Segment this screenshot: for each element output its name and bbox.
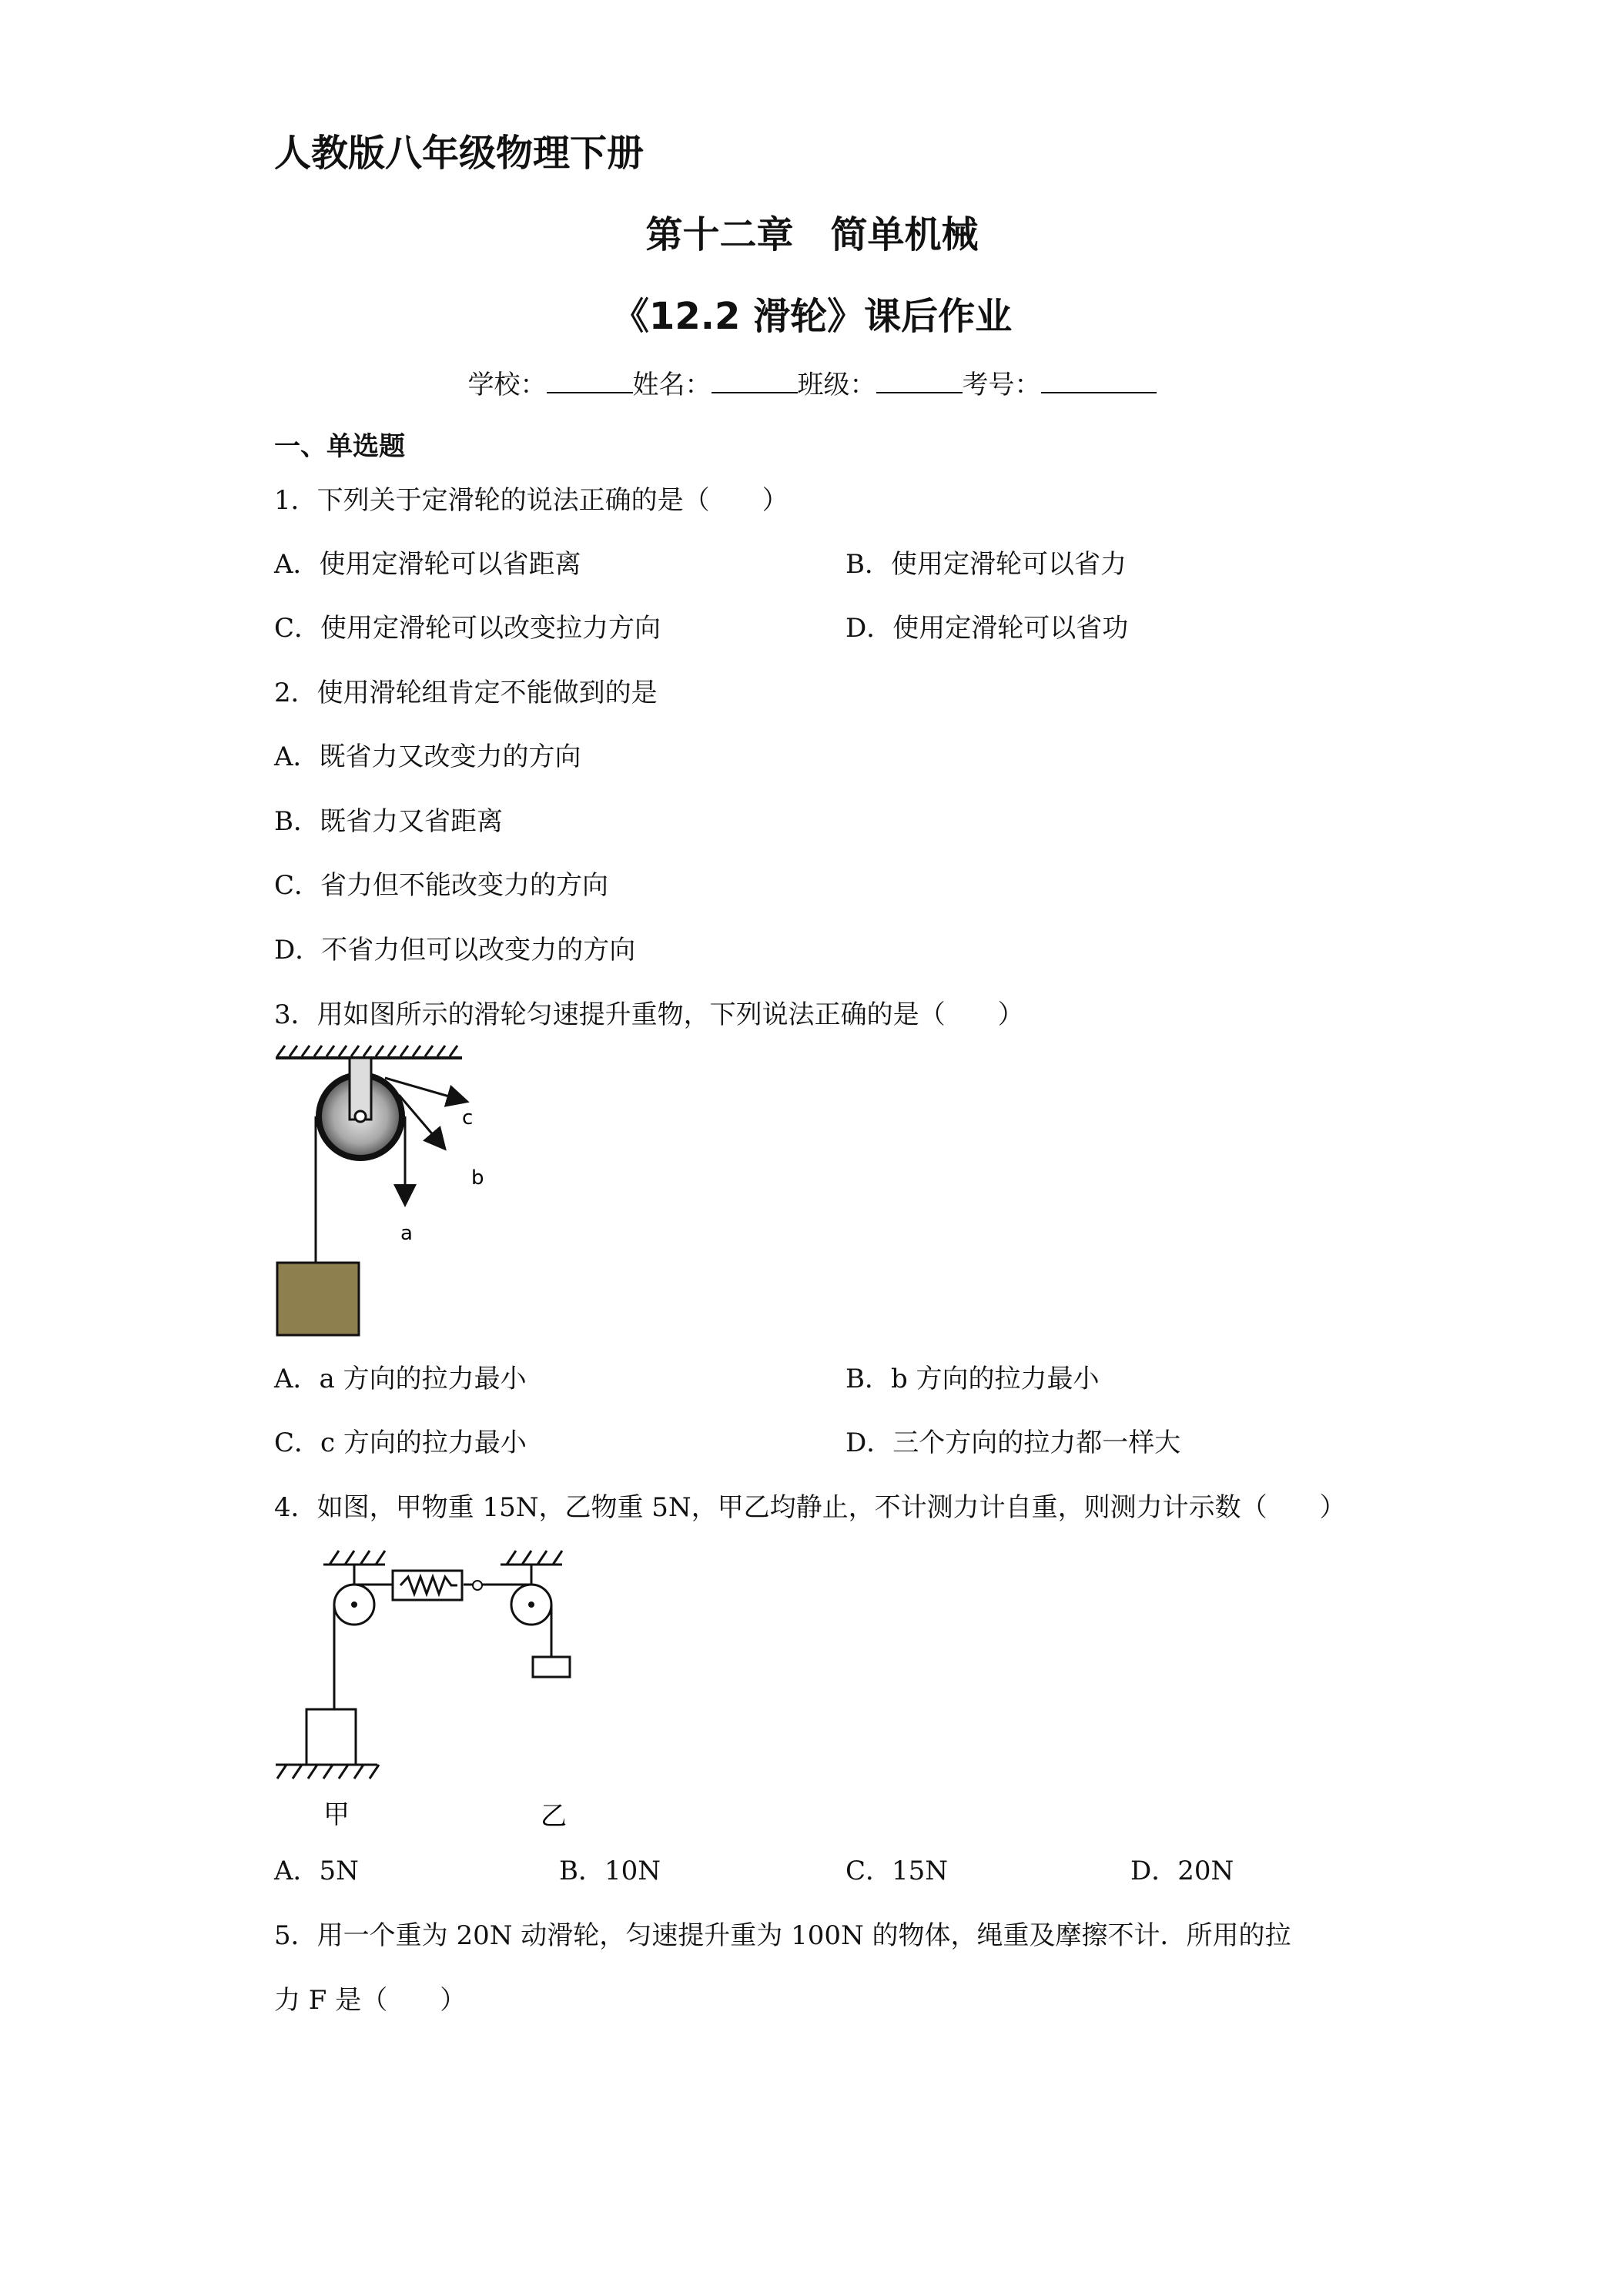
- question-1-option-d[interactable]: D．使用定滑轮可以省功: [845, 613, 1129, 644]
- question-4-option-a[interactable]: A．5N: [274, 1856, 359, 1886]
- question-5-stem-line-1: 5．用一个重为 20N 动滑轮，匀速提升重为 100N 的物体，绳重及摩擦不计．所用的拉: [274, 1920, 1291, 1951]
- name-blank[interactable]: [712, 369, 798, 393]
- question-5-stem-line-2: 力 F 是（ ）: [274, 1985, 467, 2016]
- label-jia: 甲: [323, 1799, 350, 1830]
- lesson-title: 《12.2 滑轮》课后作业: [611, 295, 1013, 338]
- question-1-option-b[interactable]: B．使用定滑轮可以省力: [845, 549, 1127, 580]
- question-1-option-a[interactable]: A．使用定滑轮可以省距离: [274, 549, 581, 580]
- question-4-option-d[interactable]: D．20N: [1130, 1856, 1234, 1886]
- question-2-option-a[interactable]: A．既省力又改变力的方向: [274, 741, 581, 772]
- load-block: [277, 1263, 359, 1335]
- section-title: 一、单选题: [274, 431, 405, 462]
- label-b: b: [471, 1166, 484, 1190]
- question-3-option-d[interactable]: D．三个方向的拉力都一样大: [845, 1427, 1181, 1458]
- question-2-stem: 2．使用滑轮组肯定不能做到的是: [274, 678, 658, 708]
- question-1-option-c[interactable]: C．使用定滑轮可以改变拉力方向: [274, 613, 661, 644]
- fixed-pulley-figure: [270, 1038, 484, 1338]
- label-yi: 乙: [541, 1801, 567, 1832]
- label-c: c: [462, 1106, 474, 1130]
- question-4-option-b[interactable]: B．10N: [559, 1856, 661, 1886]
- exam-number-label: 考号：: [962, 370, 1041, 400]
- chapter-title: 第十二章 简单机械: [645, 213, 979, 256]
- exam-number-blank[interactable]: [1041, 369, 1157, 393]
- question-3-option-a[interactable]: A．a 方向的拉力最小: [274, 1364, 527, 1394]
- question-2-option-c[interactable]: C．省力但不能改变力的方向: [274, 870, 609, 901]
- question-4-option-c[interactable]: C．15N: [845, 1856, 949, 1886]
- school-label: 学校：: [467, 370, 547, 400]
- question-3-option-b[interactable]: B．b 方向的拉力最小: [845, 1364, 1100, 1394]
- question-3-stem: 3．用如图所示的滑轮匀速提升重物，下列说法正确的是（ ）: [274, 999, 1024, 1030]
- question-1-stem: 1．下列关于定滑轮的说法正确的是（ ）: [274, 485, 789, 516]
- book-title: 人教版八年级物理下册: [274, 132, 645, 175]
- weight-jia: [306, 1709, 356, 1765]
- ceiling-hatch: [276, 1046, 462, 1058]
- name-label: 姓名：: [632, 370, 712, 400]
- spring-scale-figure: [270, 1540, 593, 1832]
- question-3-option-c[interactable]: C．c 方向的拉力最小: [274, 1427, 527, 1458]
- student-info-line: [0, 363, 1624, 401]
- label-a: a: [400, 1222, 413, 1245]
- question-4-stem: 4．如图，甲物重 15N，乙物重 5N，甲乙均静止，不计测力计自重，则测力计示数（ ）: [274, 1492, 1346, 1523]
- question-2-option-b[interactable]: B．既省力又省距离: [274, 806, 503, 837]
- pulley-wheel: [316, 1058, 405, 1161]
- weight-yi: [533, 1657, 570, 1677]
- question-2-option-d[interactable]: D．不省力但可以改变力的方向: [274, 935, 636, 966]
- class-blank[interactable]: [876, 369, 963, 393]
- class-label: 班级：: [797, 370, 876, 400]
- school-blank[interactable]: [547, 369, 633, 393]
